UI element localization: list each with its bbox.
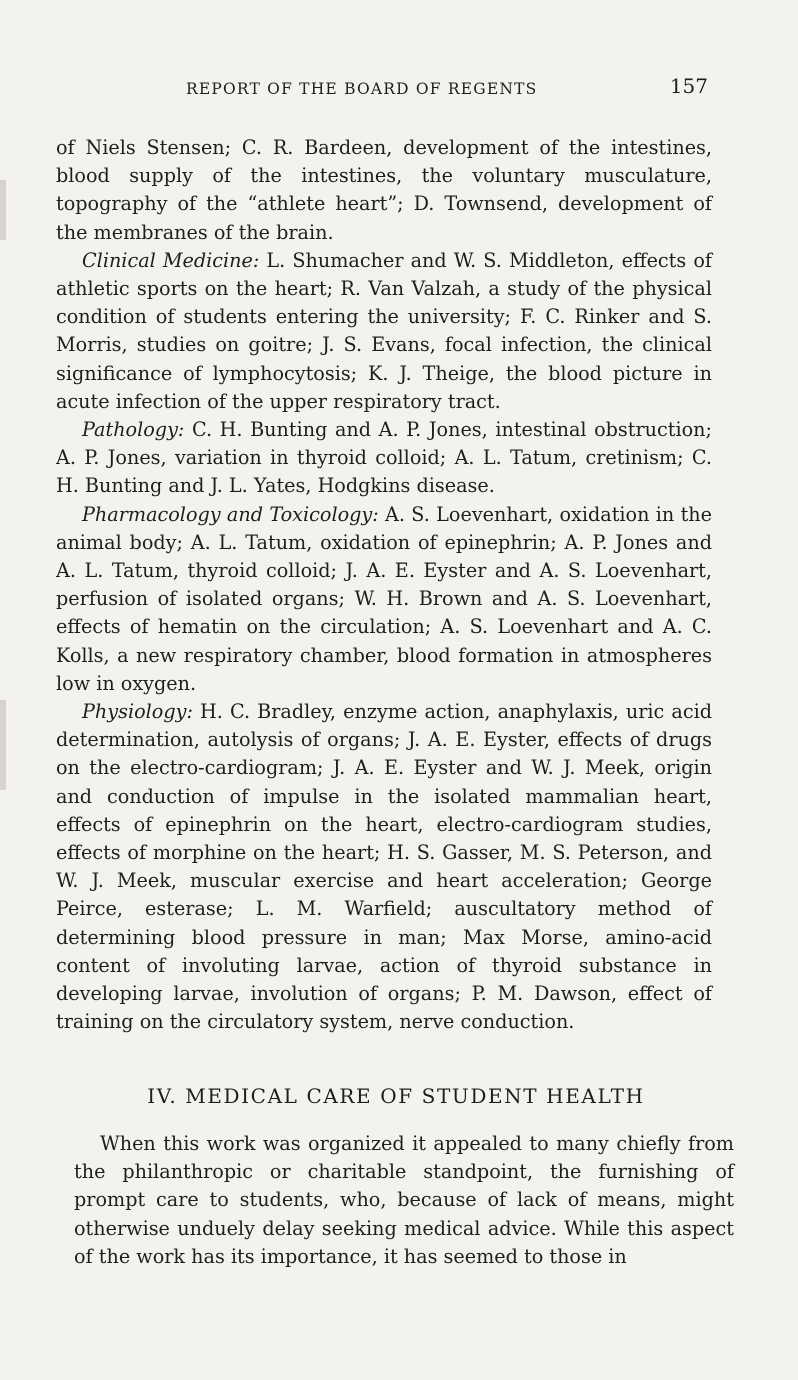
running-header [56,74,708,104]
section-text [74,1130,734,1271]
page-number: 157 [669,74,708,98]
running-title: REPORT OF THE BOARD OF REGENTS [186,80,538,98]
continuation-paragraph: of Niels Stensen; C. R. Bardeen, development of the intestines, blood supply of the intestines, the voluntary musculature, topography of the “athlete heart”; D. Townsend, development of the membranes of the brain. [56,136,712,244]
paragraph-body: H. C. Bradley, enzyme action, anaphylaxis, uric acid determination, autolysis of organs; J. A. E. Eyster, effects of drugs on the electro-cardiogram; J. A. E. Eyster and W. J. Meek, origin and conduction of impulse in the isolated mammalian heart, effects of epinephrin on the heart, electro-cardiogram studies, effects of morphine on the heart; H. S. Gasser, M. S. Peterson, and W. J. Meek, muscular exercise and heart acceleration; George Peirce, esterase; L. M. Warfield; auscultatory method of determining blood pressure in man; Max Morse, amino-acid content of involuting larvae, action of thyroid substance in developing larvae, involution of organs; P. M. Dawson, effect of training on the circulatory system, nerve conduction. [56,700,712,1034]
paragraph-body: A. S. Loevenhart, oxidation in the animal body; A. L. Tatum, oxidation of epinephrin; A. P. Jones and A. L. Tatum, thyroid colloid; J. A. E. Eyster and A. S. Loevenhart, perfusion of isolated organs; W. H. Brown and A. S. Loevenhart, effects of hematin on the circulation; A. S. Loevenhart and A. C. Kolls, a new respiratory chamber, blood formation in atmospheres low in oxygen. [56,502,712,695]
paragraph-lead: Pathology: [82,418,185,442]
physiology-paragraph [56,698,712,1036]
paragraph-body: L. Shumacher and W. S. Middleton, effects of athletic sports on the heart; R. Van Valzah, a study of the physical condition of students entering the university; F. C. Rinker and S. Morris, studies on goitre; J. S. Evans, focal infection, the clinical significance of lymphocytosis; K. J. Theige, the blood picture in acute infection of the upper respiratory tract. [56,248,712,413]
main-text [56,134,712,1037]
page-edge-mark [0,700,6,790]
pharmacology-paragraph [56,501,712,698]
paragraph-lead: Physiology: [82,700,193,724]
section-paragraph: When this work was organized it appealed to many chiefly from the philanthropic or charitable standpoint, the furnishing of prompt care to students, who, because of lack of means, might otherwise unduely delay seeking medical advice. While this aspect of the work has its importance, it has seemed to those in [74,1132,734,1268]
pathology-paragraph [56,416,712,501]
clinical-medicine-paragraph [56,247,712,416]
paragraph-lead: Pharmacology and Toxicology: [82,502,379,526]
section-heading: IV. MEDICAL CARE OF STUDENT HEALTH [147,1084,645,1108]
paragraph-lead: Clinical Medicine: [82,248,260,272]
paragraph-body: C. H. Bunting and A. P. Jones, intestinal obstruction; A. P. Jones, variation in thyroid colloid; A. L. Tatum, cretinism; C. H. Bunting and J. L. Yates, Hodgkins disease. [56,418,712,498]
page-edge-mark [0,180,6,240]
